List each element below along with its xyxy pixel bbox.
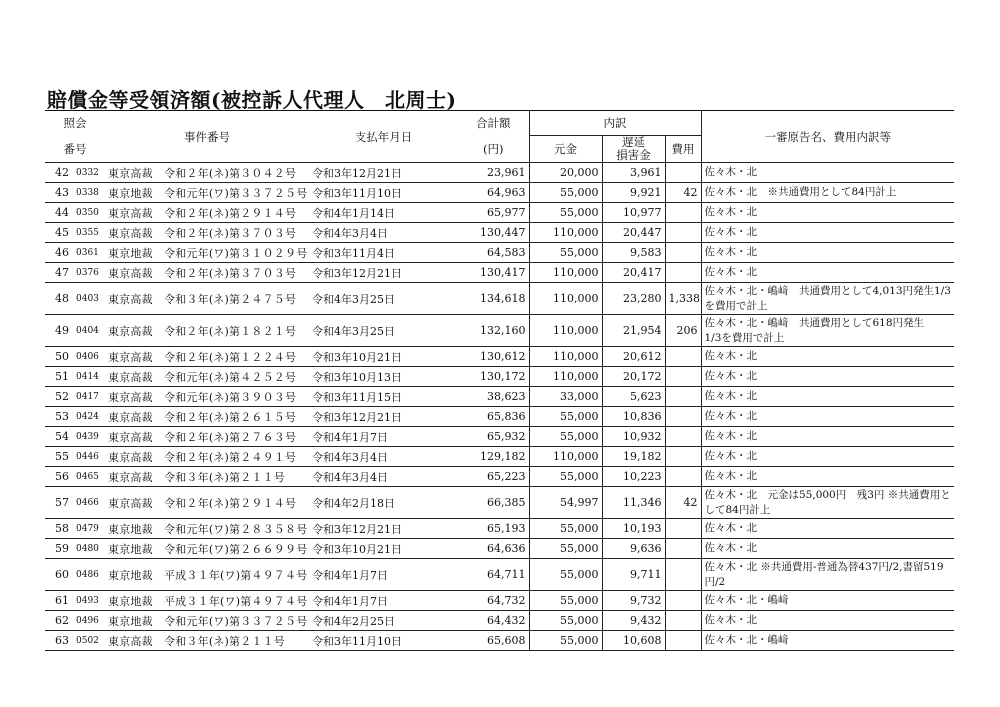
table-row: [45, 347, 954, 367]
case-number: [105, 183, 309, 203]
notes-cell: 佐々木・北 ※共通費用-普通為替437円/2,書留519円/2: [701, 559, 954, 591]
inquiry-number: 0496: [73, 611, 105, 631]
payment-date: 令和3年10月21日: [309, 347, 458, 367]
table-row: [45, 315, 954, 347]
court-name: 東京高裁: [108, 496, 153, 510]
damages-amount: 20,612: [602, 347, 665, 367]
inquiry-number: 0414: [73, 367, 105, 387]
damages-amount: 20,417: [602, 263, 665, 283]
damages-amount: 23,280: [602, 283, 665, 315]
case-number: [105, 407, 309, 427]
costs-amount: [665, 631, 701, 651]
case-number: [105, 347, 309, 367]
damages-amount: 10,977: [602, 203, 665, 223]
court-name: 東京地裁: [108, 522, 153, 536]
notes-cell: 佐々木・北・嶋﨑 共通費用として618円発生 1/3を費用で計上: [701, 315, 954, 347]
payment-date: 令和3年11月4日: [309, 243, 458, 263]
total-amount: 23,961: [458, 163, 529, 183]
inquiry-number: 0332: [73, 163, 105, 183]
costs-amount: 42: [665, 183, 701, 203]
case-number: [105, 467, 309, 487]
total-amount: 64,583: [458, 243, 529, 263]
inquiry-number: 0466: [73, 487, 105, 519]
payment-date: 令和3年11月10日: [309, 183, 458, 203]
notes-cell: 佐々木・北: [701, 347, 954, 367]
total-amount: 134,618: [458, 283, 529, 315]
inquiry-number: 0480: [73, 539, 105, 559]
principal-amount: 110,000: [529, 367, 602, 387]
damages-amount: 9,921: [602, 183, 665, 203]
court-name: 東京高裁: [108, 410, 153, 424]
header-inquiry-no-bottom: 番号: [45, 136, 105, 163]
row-number: 51: [45, 367, 73, 387]
total-amount: 64,711: [458, 559, 529, 591]
damages-amount: 9,636: [602, 539, 665, 559]
inquiry-number: 0439: [73, 427, 105, 447]
header-damages-line2: 損害金: [616, 148, 651, 162]
table-row: [45, 223, 954, 243]
payment-date: 令和3年11月10日: [309, 631, 458, 651]
total-amount: 130,172: [458, 367, 529, 387]
notes-cell: 佐々木・北: [701, 367, 954, 387]
costs-amount: [665, 559, 701, 591]
total-amount: 64,732: [458, 591, 529, 611]
case-id: 令和元年(ワ)第３３７２５号: [164, 186, 308, 200]
total-amount: 132,160: [458, 315, 529, 347]
case-id: 令和元年(ネ)第４２５２号: [164, 370, 297, 384]
case-id: 令和元年(ワ)第３１０２９号: [164, 246, 308, 260]
damages-amount: 10,836: [602, 407, 665, 427]
costs-amount: [665, 367, 701, 387]
case-id: 令和元年(ワ)第２６６９９号: [164, 542, 308, 556]
table-row: [45, 487, 954, 519]
notes-cell: 佐々木・北: [701, 203, 954, 223]
inquiry-number: 0406: [73, 347, 105, 367]
table-row: [45, 407, 954, 427]
court-name: 東京高裁: [108, 390, 153, 404]
payment-date: 令和3年12月21日: [309, 263, 458, 283]
table-row: [45, 467, 954, 487]
principal-amount: 55,000: [529, 407, 602, 427]
damages-amount: 21,954: [602, 315, 665, 347]
case-number: [105, 283, 309, 315]
case-number: [105, 243, 309, 263]
payment-date: 令和3年11月15日: [309, 387, 458, 407]
payment-date: 令和4年3月4日: [309, 447, 458, 467]
inquiry-number: 0493: [73, 591, 105, 611]
court-name: 東京高裁: [108, 350, 153, 364]
damages-amount: 20,172: [602, 367, 665, 387]
principal-amount: 110,000: [529, 347, 602, 367]
row-number: 48: [45, 283, 73, 315]
case-id: 令和元年(ワ)第３３７２５号: [164, 614, 308, 628]
row-number: 59: [45, 539, 73, 559]
table-row: [45, 183, 954, 203]
principal-amount: 55,000: [529, 559, 602, 591]
notes-cell: 佐々木・北: [701, 163, 954, 183]
costs-amount: [665, 467, 701, 487]
damages-amount: 9,583: [602, 243, 665, 263]
damages-amount: 9,711: [602, 559, 665, 591]
header-damages-line1: 遅延: [622, 135, 645, 149]
payment-date: 令和4年3月4日: [309, 467, 458, 487]
table-header: [45, 111, 954, 163]
court-name: 東京高裁: [108, 166, 153, 180]
header-inquiry-no-top: 照会: [45, 111, 105, 136]
header-pay-date: 支払年月日: [309, 111, 458, 163]
damages-amount: 10,223: [602, 467, 665, 487]
total-amount: 38,623: [458, 387, 529, 407]
case-number: [105, 591, 309, 611]
inquiry-number: 0424: [73, 407, 105, 427]
row-number: 44: [45, 203, 73, 223]
court-name: 東京地裁: [108, 594, 153, 608]
table-body: [45, 163, 954, 651]
case-number: [105, 223, 309, 243]
costs-amount: [665, 427, 701, 447]
payment-date: 令和3年10月13日: [309, 367, 458, 387]
inquiry-number: 0376: [73, 263, 105, 283]
row-number: 46: [45, 243, 73, 263]
table-row: [45, 283, 954, 315]
payment-date: 令和3年12月21日: [309, 519, 458, 539]
principal-amount: 55,000: [529, 519, 602, 539]
payment-date: 令和4年3月25日: [309, 283, 458, 315]
principal-amount: 110,000: [529, 263, 602, 283]
header-breakdown: 内訳: [529, 111, 701, 136]
table-row: [45, 243, 954, 263]
case-id: 令和２年(ネ)第２４９１号: [164, 450, 297, 464]
row-number: 63: [45, 631, 73, 651]
row-number: 60: [45, 559, 73, 591]
case-id: 令和２年(ネ)第１８２１号: [164, 324, 297, 338]
costs-amount: [665, 407, 701, 427]
payment-date: 令和3年12月21日: [309, 163, 458, 183]
table-row: [45, 591, 954, 611]
case-id: 令和２年(ネ)第２６１５号: [164, 410, 297, 424]
costs-amount: [665, 263, 701, 283]
case-id: 令和２年(ネ)第３７０３号: [164, 266, 297, 280]
case-number: [105, 315, 309, 347]
payment-date: 令和3年12月21日: [309, 407, 458, 427]
principal-amount: 55,000: [529, 183, 602, 203]
principal-amount: 55,000: [529, 591, 602, 611]
principal-amount: 55,000: [529, 243, 602, 263]
header-principal: 元金: [529, 136, 602, 163]
damages-amount: 5,623: [602, 387, 665, 407]
total-amount: 65,193: [458, 519, 529, 539]
payment-date: 令和4年1月14日: [309, 203, 458, 223]
court-name: 東京高裁: [108, 634, 153, 648]
row-number: 53: [45, 407, 73, 427]
payment-date: 令和4年1月7日: [309, 559, 458, 591]
notes-cell: 佐々木・北・嶋﨑: [701, 631, 954, 651]
notes-cell: 佐々木・北・嶋﨑 共通費用として4,013円発生1/3を費用で計上: [701, 283, 954, 315]
row-number: 54: [45, 427, 73, 447]
total-amount: 65,977: [458, 203, 529, 223]
row-number: 43: [45, 183, 73, 203]
principal-amount: 55,000: [529, 467, 602, 487]
costs-amount: [665, 611, 701, 631]
inquiry-number: 0338: [73, 183, 105, 203]
payment-date: 令和4年1月7日: [309, 427, 458, 447]
total-amount: 65,836: [458, 407, 529, 427]
damages-amount: 10,608: [602, 631, 665, 651]
case-id: 令和元年(ワ)第２８３５８号: [164, 522, 308, 536]
court-name: 東京地裁: [108, 186, 153, 200]
row-number: 62: [45, 611, 73, 631]
total-amount: 64,432: [458, 611, 529, 631]
row-number: 57: [45, 487, 73, 519]
table-row: [45, 427, 954, 447]
case-number: [105, 367, 309, 387]
total-amount: 130,612: [458, 347, 529, 367]
payment-date: 令和4年3月4日: [309, 223, 458, 243]
header-total-bottom: (円): [458, 136, 529, 163]
table-row: [45, 203, 954, 223]
case-id: 令和２年(ネ)第３７０３号: [164, 226, 297, 240]
row-number: 55: [45, 447, 73, 467]
table-row: [45, 631, 954, 651]
payment-date: 令和3年10月21日: [309, 539, 458, 559]
costs-amount: 206: [665, 315, 701, 347]
notes-cell: 佐々木・北: [701, 263, 954, 283]
case-id: 令和２年(ネ)第３０４２号: [164, 166, 297, 180]
damages-amount: 20,447: [602, 223, 665, 243]
inquiry-number: 0479: [73, 519, 105, 539]
case-id: 令和３年(ネ)第２４７５号: [164, 292, 297, 306]
case-number: [105, 447, 309, 467]
total-amount: 65,608: [458, 631, 529, 651]
costs-amount: [665, 591, 701, 611]
case-number: [105, 519, 309, 539]
case-id: 令和２年(ネ)第２９１４号: [164, 496, 297, 510]
table-row: [45, 447, 954, 467]
costs-amount: [665, 519, 701, 539]
inquiry-number: 0502: [73, 631, 105, 651]
case-number: [105, 539, 309, 559]
header-costs: 費用: [665, 136, 701, 163]
header-damages: [602, 136, 665, 163]
total-amount: 64,963: [458, 183, 529, 203]
row-number: 56: [45, 467, 73, 487]
case-id: 令和２年(ネ)第２７６３号: [164, 430, 297, 444]
case-number: [105, 487, 309, 519]
total-amount: 129,182: [458, 447, 529, 467]
damages-amount: 19,182: [602, 447, 665, 467]
case-number: [105, 611, 309, 631]
court-name: 東京高裁: [108, 226, 153, 240]
principal-amount: 110,000: [529, 447, 602, 467]
total-amount: 64,636: [458, 539, 529, 559]
notes-cell: 佐々木・北: [701, 243, 954, 263]
court-name: 東京地裁: [108, 614, 153, 628]
principal-amount: 110,000: [529, 283, 602, 315]
costs-amount: [665, 223, 701, 243]
court-name: 東京高裁: [108, 430, 153, 444]
inquiry-number: 0486: [73, 559, 105, 591]
costs-amount: [665, 387, 701, 407]
row-number: 49: [45, 315, 73, 347]
row-number: 52: [45, 387, 73, 407]
inquiry-number: 0403: [73, 283, 105, 315]
court-name: 東京地裁: [108, 542, 153, 556]
court-name: 東京高裁: [108, 370, 153, 384]
notes-cell: 佐々木・北: [701, 223, 954, 243]
row-number: 50: [45, 347, 73, 367]
header-total-top: 合計額: [458, 111, 529, 136]
inquiry-number: 0361: [73, 243, 105, 263]
principal-amount: 110,000: [529, 315, 602, 347]
court-name: 東京高裁: [108, 206, 153, 220]
damages-amount: 3,961: [602, 163, 665, 183]
payment-date: 令和4年1月7日: [309, 591, 458, 611]
costs-amount: [665, 163, 701, 183]
costs-amount: [665, 203, 701, 223]
damages-amount: 10,932: [602, 427, 665, 447]
costs-amount: [665, 243, 701, 263]
costs-amount: 1,338: [665, 283, 701, 315]
notes-cell: 佐々木・北: [701, 539, 954, 559]
principal-amount: 55,000: [529, 203, 602, 223]
case-number: [105, 163, 309, 183]
notes-cell: 佐々木・北: [701, 519, 954, 539]
principal-amount: 55,000: [529, 539, 602, 559]
total-amount: 130,447: [458, 223, 529, 243]
court-name: 東京高裁: [108, 470, 153, 484]
page-title: 賠償金等受領済額(被控訴人代理人 北周士): [47, 88, 457, 112]
inquiry-number: 0350: [73, 203, 105, 223]
table-row: [45, 611, 954, 631]
damages-amount: 9,732: [602, 591, 665, 611]
principal-amount: 55,000: [529, 427, 602, 447]
court-name: 東京高裁: [108, 450, 153, 464]
case-id: 令和元年(ネ)第３９０３号: [164, 390, 297, 404]
case-number: [105, 559, 309, 591]
case-id: 令和３年(ネ)第２１１号: [164, 634, 285, 648]
table-row: [45, 387, 954, 407]
costs-amount: [665, 347, 701, 367]
inquiry-number: 0417: [73, 387, 105, 407]
total-amount: 65,932: [458, 427, 529, 447]
inquiry-number: 0446: [73, 447, 105, 467]
payments-table: [45, 110, 954, 651]
costs-amount: 42: [665, 487, 701, 519]
row-number: 42: [45, 163, 73, 183]
case-id: 令和２年(ネ)第１２２４号: [164, 350, 297, 364]
notes-cell: 佐々木・北: [701, 467, 954, 487]
case-number: [105, 263, 309, 283]
case-id: 平成３１年(ワ)第４９７４号: [164, 568, 308, 582]
table-row: [45, 163, 954, 183]
table-row: [45, 263, 954, 283]
row-number: 47: [45, 263, 73, 283]
case-id: 令和３年(ネ)第２１１号: [164, 470, 285, 484]
principal-amount: 55,000: [529, 611, 602, 631]
notes-cell: 佐々木・北 ※共通費用として84円計上: [701, 183, 954, 203]
damages-amount: 10,193: [602, 519, 665, 539]
court-name: 東京地裁: [108, 568, 153, 582]
total-amount: 130,417: [458, 263, 529, 283]
damages-amount: 9,432: [602, 611, 665, 631]
case-number: [105, 203, 309, 223]
notes-cell: 佐々木・北: [701, 427, 954, 447]
total-amount: 65,223: [458, 467, 529, 487]
principal-amount: 110,000: [529, 223, 602, 243]
court-name: 東京高裁: [108, 292, 153, 306]
notes-cell: 佐々木・北・嶋﨑: [701, 591, 954, 611]
principal-amount: 54,997: [529, 487, 602, 519]
table-row: [45, 367, 954, 387]
notes-cell: 佐々木・北: [701, 387, 954, 407]
table-row: [45, 519, 954, 539]
notes-cell: 佐々木・北: [701, 611, 954, 631]
court-name: 東京高裁: [108, 324, 153, 338]
header-case-no: 事件番号: [105, 111, 309, 163]
notes-cell: 佐々木・北 元金は55,000円 残3円 ※共通費用として84円計上: [701, 487, 954, 519]
row-number: 45: [45, 223, 73, 243]
notes-cell: 佐々木・北: [701, 407, 954, 427]
inquiry-number: 0465: [73, 467, 105, 487]
case-number: [105, 387, 309, 407]
inquiry-number: 0355: [73, 223, 105, 243]
payment-date: 令和4年2月18日: [309, 487, 458, 519]
case-number: [105, 631, 309, 651]
principal-amount: 20,000: [529, 163, 602, 183]
court-name: 東京地裁: [108, 246, 153, 260]
table-row: [45, 539, 954, 559]
table-row: [45, 559, 954, 591]
payment-date: 令和4年3月25日: [309, 315, 458, 347]
header-notes: 一審原告名、費用内訳等: [701, 111, 954, 163]
inquiry-number: 0404: [73, 315, 105, 347]
row-number: 58: [45, 519, 73, 539]
principal-amount: 55,000: [529, 631, 602, 651]
damages-amount: 11,346: [602, 487, 665, 519]
court-name: 東京高裁: [108, 266, 153, 280]
costs-amount: [665, 447, 701, 467]
case-number: [105, 427, 309, 447]
notes-cell: 佐々木・北: [701, 447, 954, 467]
payment-date: 令和4年2月25日: [309, 611, 458, 631]
principal-amount: 33,000: [529, 387, 602, 407]
costs-amount: [665, 539, 701, 559]
case-id: 令和２年(ネ)第２９１４号: [164, 206, 297, 220]
total-amount: 66,385: [458, 487, 529, 519]
case-id: 平成３１年(ワ)第４９７４号: [164, 594, 308, 608]
row-number: 61: [45, 591, 73, 611]
